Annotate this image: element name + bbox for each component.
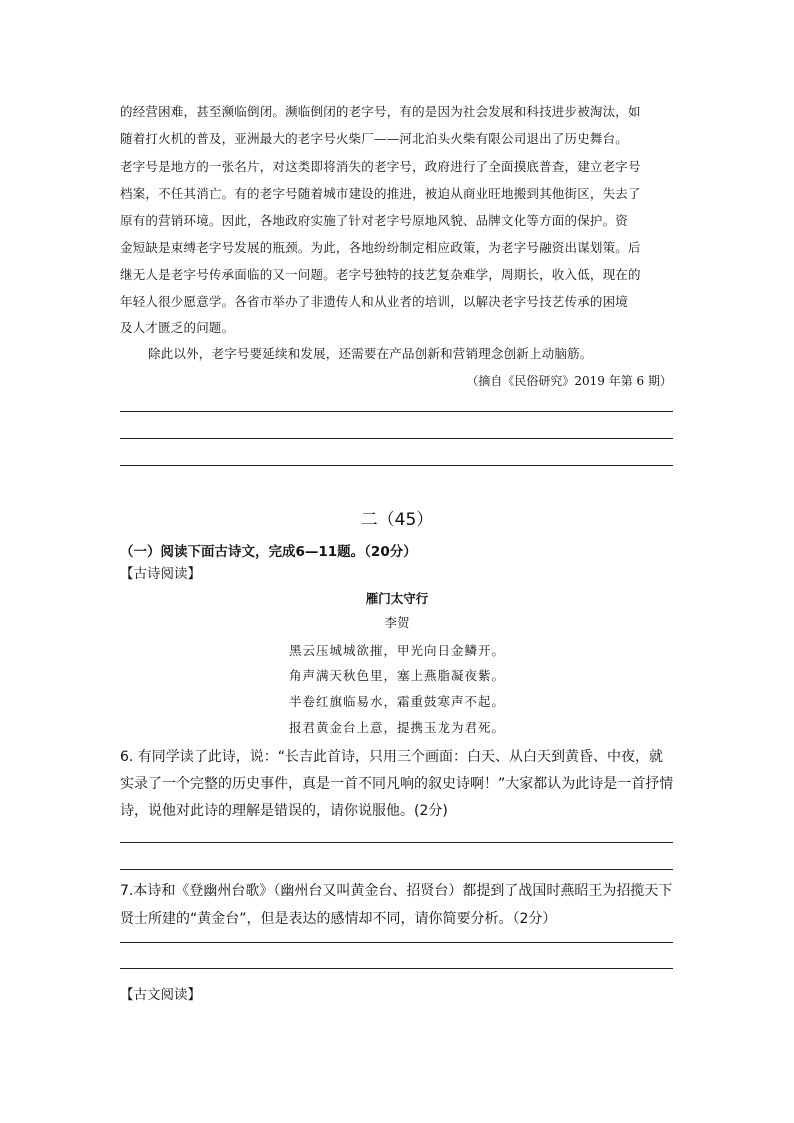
poem-verse: 黑云压城城欲摧，甲光向日金鳞开。 [288,643,505,658]
article-line: 档案，不任其消亡。有的老字号随着城市建设的推进，被迫从商业旺地搬到其他街区，失去了 [120,186,641,201]
answer-line[interactable] [120,869,673,870]
answer-line[interactable] [120,438,673,439]
answer-line[interactable] [120,465,673,466]
poetry-label: 【古诗阅读】 [120,566,201,582]
prose-label: 【古文阅读】 [120,987,201,1003]
article-line: 及人才匮乏的问题。 [120,320,235,335]
poem-title: 雁门太守行 [365,591,429,606]
article-line: 金短缺是束缚老字号发展的瓶颈。为此，各地纷纷制定相应政策，为老字号融资出谋划策。后 [120,240,641,255]
question-7-line: 贤士所建的“黄金台”，但是表达的感情却不同，请你简要分析。（2分） [120,911,557,927]
poem-verse: 半卷红旗临易水，霜重鼓寒声不起。 [288,694,505,709]
answer-line[interactable] [120,942,673,943]
answer-line[interactable] [120,411,673,412]
article-line: 随着打火机的普及，亚洲最大的老字号火柴厂——河北泊头火柴有限公司退出了历史舞台。 [120,131,629,146]
article-line: 老字号是地方的一张名片，对这类即将消失的老字号，政府进行了全面摸底普查，建立老字号 [120,159,641,174]
section-title: 二（45） [360,510,434,530]
article-closing: 除此以外，老字号要延续和发展，还需要在产品创新和营销理念创新上动脑筋。 [148,346,593,361]
answer-line[interactable] [120,842,673,843]
question-6-line: 6. 有同学读了此诗，说：“长吉此首诗，只用三个画面：白天、从白天到黄昏、中夜，就 [120,749,664,765]
section-heading: （一）阅读下面古诗文，完成6—11题。（20分） [120,544,417,560]
poem-verse: 报君黄金台上意，提携玉龙为君死。 [288,720,505,735]
poem-verse: 角声满天秋色里，塞上燕脂凝夜紫。 [288,668,505,683]
article-line: 原有的营销环境。因此，各地政府实施了针对老字号原地风貌、品牌文化等方面的保护。资 [120,213,629,228]
question-6-line: 实录了一个完整的历史事件，真是一首不同凡响的叙史诗啊！”大家都认为此诗是一首抒情 [120,776,674,792]
article-source: （摘自《民俗研究》2019 年第 6 期） [466,374,672,388]
question-7-line: 7.本诗和《登幽州台歌》（幽州台又叫黄金台、招贤台）都提到了战国时燕昭王为招揽天下 [120,883,673,899]
article-line: 继无人是老字号传承面临的又一问题。老字号独特的技艺复杂难学，周期长，收入低，现在的 [120,267,641,282]
article-line: 年轻人很少愿意学。各省市举办了非遗传人和从业者的培训，以解决老字号技艺传承的困境 [120,294,629,309]
article-line: 的经营困难，甚至濒临倒闭。濒临倒闭的老字号，有的是因为社会发展和科技进步被淘汰，如 [120,104,641,119]
poem-author: 李贺 [384,615,410,630]
answer-line[interactable] [120,968,673,969]
question-6-line: 诗，说他对此诗的理解是错误的，请你说服他。(2分) [120,803,448,819]
